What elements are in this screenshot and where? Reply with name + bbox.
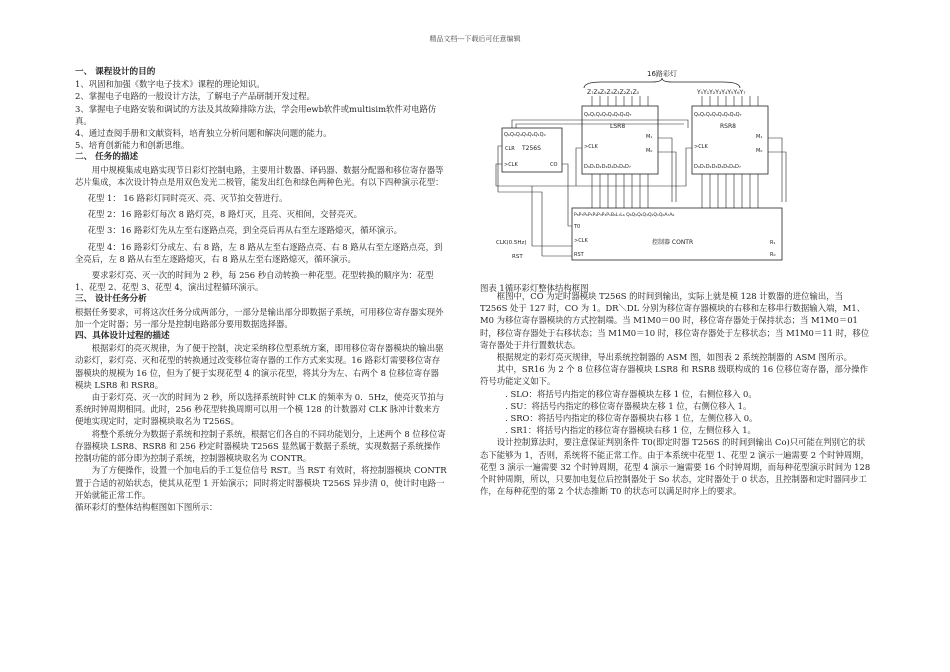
paragraph: 框图中，CO 为定时器模块 T256S 的时间到输出，实际上就是模 128 计数器的进位输出，当 T256S 处于 127 时，CO 为 1。DR＼DL 分别为移位寄存器模块的右移和左移串行数据输入端，M1、M0 为移位寄存器模块的方式控制端。当 M1M0＝00 时，移位寄存器处于保持状态；当 M1M0＝01 时，移位寄存器处于右移状态；当 M1M0＝10 时，移位寄存器处于左移状态；当 M1M0＝11 时，移位寄存器处于并行置数状态。 [480, 291, 870, 350]
list-item: 4、通过查阅手册和文献资料，培育独立分析问题和解决问题的能力。 [75, 128, 332, 139]
t256s-clr: CLR [505, 146, 515, 152]
definition-item: . SU：将括号内指定的移位寄存器模块左移 1 位，右侧位移入 1。 [505, 400, 752, 411]
contr-name: 控制器 CONTR [652, 239, 694, 246]
rsr8-m1: M₁ [756, 134, 763, 140]
contr-r0: R₀ [770, 252, 776, 258]
page-header: 精品文档---下载后可任意编辑 [429, 35, 521, 43]
paragraph: 为了方便操作，设置一个加电后的手工复位信号 RST。当 RST 有效时，将控制器模块 CONTR 置于合适的初始状态，使其从花型 1 开始演示；同时将定时器模块 T256S 异步清 0，使计时电路一开始就能正常工作。 [75, 465, 447, 500]
list-item: 1、巩固和加强《数字电子技术》课程的理论知识。 [75, 79, 265, 90]
contr-clk: >CLK [574, 238, 588, 244]
pattern-item: 花型 1： 16 路彩灯同时亮灭、亮、灭节拍交替进行。 [87, 193, 288, 204]
right-column [480, 290, 872, 497]
lsr8-d: D₀D₁D₂D₃D₄D₅D₆D₇ [584, 164, 631, 170]
block-diagram [492, 66, 822, 278]
t256s-co: CO [550, 162, 558, 168]
pattern-item: 花型 4：16 路彩灯分成左、右 8 路，左 8 路从左至右逐路点亮、右 8 路从右至左逐路点亮，到全亮后，左 8 路从右至左逐路熄灭，右 8 路从左至右逐路熄灭，循环演示。 [75, 241, 443, 264]
rsr8-q: Q₀Q₁Q₂Q₃Q₄Q₅Q₆Q₇ [694, 112, 742, 118]
rst-input-label: RST [512, 254, 523, 260]
clk-input-label: CLK(0.5Hz) [496, 240, 527, 246]
paragraph: 由于彩灯亮、灭一次的时间为 2 秒，所以选择系统时钟 CLK 的频率为 0．5Hz，使亮灭节拍与系统时钟周期相同。此时，256 秒花型转换周期可以用一个模 128 的计数器对 CLK 脉冲计数来方便地实现定时，定时器模块取名为 T256S。 [75, 392, 445, 427]
lsr8-m1: M₁ [646, 134, 653, 140]
pattern-item: 花型 2：16 路彩灯每次 8 路灯亮，8 路灯灭，且亮、灭相间，交替亮灭。 [87, 209, 363, 220]
lsr8-name: LSR8 [610, 123, 626, 130]
definition-item: . SR1：将括号内指定的移位寄存器模块右移 1 位，左侧位移入 1。 [505, 425, 756, 436]
lsr8-clk: >CLK [584, 144, 598, 150]
contr-rst: RST [574, 252, 584, 258]
section-heading: 二、 任务的描述 [75, 152, 139, 163]
paragraph: 设计控制算法时，要注意保证判别条件 T0(即定时器 T256S 的时间到输出 Co)只可能在判别它的状态下能够为 1，否则，系统将不能正常工作。由于本系统中花型 1、花型 2 演示一遍需要 2 个时钟周期，花型 3 演示一遍需要 32 个时钟周期，花型 4 演示一遍需要 16 个时钟周期，而每种花型演示时间为 128 个时钟周期，所以，只要加电复位后控制器处于 So 状态，定时器处于 0 状态，且控制器和定时器同步工作，在每种花型的第 2 个状态推断 T0 的状态可以满足时序上的要求。 [480, 437, 871, 497]
list-item: 5、培育创新能力和创新思维。 [75, 140, 190, 151]
rsr8-name: RSR8 [720, 123, 736, 130]
left-column [75, 66, 447, 513]
pattern-item: 花型 3：16 路彩灯先从左至右逐路点亮，到全亮后再从右至左逐路熄灭，循环演示。 [87, 225, 403, 236]
z-labels: Z₇Z₆Z₅Z₄Z₃Z₂Z₁Z₀ [587, 89, 640, 96]
list-item: 根据任务要求，可将这次任务分成两部分，一部分是输出部分即数据子系统，可用移位寄存器实现外加一个定时器；另一部分是控制电路部分要用数据选择器。 [75, 306, 444, 329]
section-heading: 四、具体设计过程的描述 [75, 331, 170, 342]
figure-caption: 图表 1循环彩灯整体结构框图 [480, 283, 589, 293]
t256s-clk: >CLK [504, 162, 518, 168]
lsr8-m0: M₀ [646, 148, 653, 154]
contr-t0: T0 [574, 224, 581, 230]
t256s-q: Q₆Q₅Q₄Q₃Q₂Q₁Q₀ [504, 132, 546, 138]
contr-r1: R₁ [770, 240, 776, 246]
contr-top: P₈P₇P₆P₅P₄P₃P₂P₁B₀L₇L₆ Q₆Q₅Q₄Q₃Q₂Q₁Q₀A₇A₆ [574, 213, 675, 218]
definition-item: . SRO：将括号内指定的移位寄存器模块右移 1 位，左侧位移入 0。 [505, 413, 758, 424]
paragraph: 根据彩灯的亮灭规律，为了便于控制，决定采纳移位型系统方案，即用移位寄存器模块的输出驱动彩灯，彩灯亮、灭和花型的转换通过改变移位寄存器的工作方式来实现。16 路彩灯需要移位寄存器模块的规模为 16 位，但为了便于实现花型 4 的演示花型，将其分为左、右两个 8 位移位寄存器模块 LSR8 和 RSR8。 [75, 343, 444, 390]
paragraph: 用中规模集成电路实现节日彩灯控制电路，主要用计数器、译码器、数据分配器和移位寄存器等芯片集成，本次设计特点是用双色发光二极管，能发出红色和绿色两种色光。有以下四种演示花型： [75, 164, 444, 187]
t256s-name: T256S [522, 145, 541, 152]
section-heading: 三、 设计任务分析 [75, 294, 147, 305]
paragraph: 根据规定的彩灯亮灭规律，导出系统控制器的 ASM 图，如图表 2 系统控制器的 ASM 图所示。 [496, 352, 852, 363]
paragraph: 将整个系统分为数据子系统和控制子系统，根据它们各自的不同功能划分，上述两个 8 位移位寄存器模块 LSR8、RSR8 和 256 秒定时器模块 T256S 显然属于数据子系统，实现数据子系统操作控制功能的部分即为控制子系统，控制器模块取名为 CONTR。 [75, 428, 446, 464]
rsr8-clk: >CLK [694, 144, 708, 150]
paragraph: 其中，SR16 为 2 个 8 位移位寄存器模块 LSR8 和 RSR8 级联构成的 16 位移位寄存器，部分操作符号功能定义如下。 [480, 364, 868, 387]
diagram-title: 16路彩灯 [647, 70, 677, 78]
paragraph: 要求彩灯亮、灭一次的时间为 2 秒，每 256 秒自动转换一种花型。花型转换的顺序为：花型 1、花型 2、花型 3、花型 4，演出过程循环演示。 [75, 270, 434, 293]
lsr8-q: Q₀Q₁Q₂Q₃Q₄Q₅Q₆Q₇ [584, 112, 632, 118]
section-heading: 一、 课程设计的目的 [75, 67, 156, 77]
definition-item: . SLO：将括号内指定的移位寄存器模块左移 1 位，右侧位移入 0。 [505, 388, 757, 399]
rsr8-m0: M₀ [756, 148, 763, 154]
list-item: 3、掌握电子电路安装和调试的方法及其故障排除方法，学会用ewb软件或multisim软件对电路仿真。 [75, 103, 437, 126]
y-labels: Y₀Y₁Y₂Y₃Y₄Y₅Y₆Y₇ [697, 89, 746, 96]
list-item: 2、掌握电子电路的一般设计方法，了解电子产品研制开发过程。 [75, 91, 315, 102]
rsr8-d: D₀D₁D₂D₃D₄D₅D₆D₇ [694, 164, 741, 170]
list-item: 循环彩灯的整体结构框图如下图所示： [75, 501, 218, 512]
